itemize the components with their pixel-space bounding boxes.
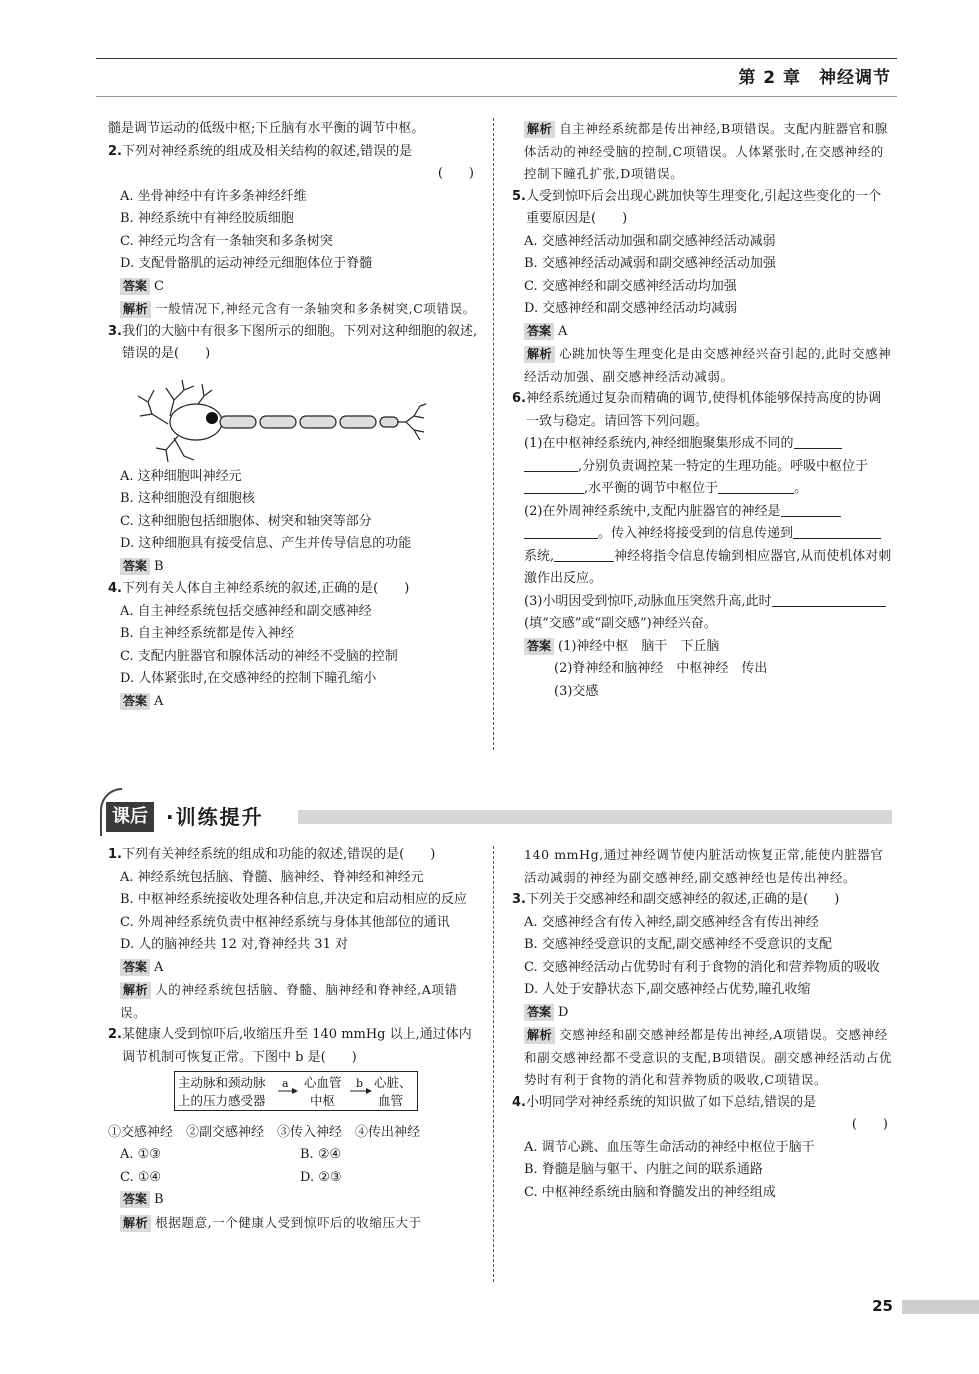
section-header (96, 788, 892, 836)
flow-label-a: a (282, 1077, 289, 1090)
analysis-row: 解析 人的神经系统包括脑、脊髓、脑神经和脊神经,A项错误。 (120, 982, 458, 1020)
question-3: 3.我们的大脑中有很多下图所示的细胞。下列对这种细胞的叙述,错误的是( ) (108, 323, 478, 361)
options-row (108, 1167, 480, 1190)
answer-row: 答案 B (108, 556, 480, 579)
answer-paren: ( ) (851, 1117, 888, 1132)
answer-blank[interactable] (853, 524, 881, 539)
answer-line: (3)交感 (554, 683, 599, 699)
option-c: C. 神经元均含有一条轴突和多条树突 (120, 233, 333, 249)
neuron-diagram (108, 366, 480, 466)
answer-row: 答案 B (108, 1189, 480, 1212)
section-title: ·训练提升 (166, 805, 264, 829)
column-divider (493, 846, 494, 1282)
flow-box1-line2: 上的压力感受器 (178, 1093, 266, 1108)
sub-question-2: (2)在外周神经系统中,支配内脏器官的神经是。传入神经将接受到的信息传递到系统, 神经将指令信息传输到相应器官,从而使机体对刺激作出反应。 (524, 503, 892, 586)
option-d: D. 人体紧张时,在交感神经的控制下瞳孔缩小 (120, 671, 377, 686)
option-a: A. ①③ (120, 1147, 161, 1162)
answer-row: 答案 A (512, 321, 894, 344)
answer-blank[interactable] (781, 502, 841, 517)
question-1: 1.下列有关神经系统的组成和功能的叙述,错误的是( ) (108, 847, 436, 862)
option-d: D. 交感神经和副交感神经活动均减弱 (524, 301, 738, 316)
option-a: A. 坐骨神经中有许多条神经纤维 (120, 188, 307, 204)
analysis-row: 解析 一般情况下,神经元含有一条轴突和多条树突,C项错误。 (108, 298, 480, 321)
question-2: 2.某健康人受到惊吓后,收缩压升至 140 mmHg 以上,通过体内调节机制可恢复正常。下图中 b 是( ) (108, 1027, 472, 1065)
option-d: D. 这种细胞具有接受信息、产生并传导信息的功能 (120, 536, 412, 551)
page-number: 25 (872, 1297, 893, 1315)
right-bottom-column (512, 844, 894, 1204)
question-4: 4.小明同学对神经系统的知识做了如下总结,错误的是 (512, 1094, 817, 1110)
answer-line: (2)脊神经和脑神经 中枢神经 传出 (554, 661, 768, 676)
flow-box2-line2: 中枢 (310, 1093, 336, 1108)
option-b: B. ②④ (300, 1147, 342, 1162)
option-c: C. 中枢神经系统由脑和脊髓发出的神经组成 (524, 1184, 776, 1200)
flow-label-b: b (356, 1077, 364, 1090)
option-c: C. ①④ (120, 1169, 162, 1185)
answer-blank[interactable] (524, 479, 584, 494)
question-4: 4.下列有关人体自主神经系统的叙述,正确的是( ) (108, 581, 410, 596)
answer-row: 答案 C (108, 276, 480, 299)
answer-row: 答案 D (512, 1002, 894, 1025)
option-c: C. 支配内脏器官和腺体活动的神经不受脑的控制 (120, 648, 398, 664)
flow-box3-line1: 心脏、 (374, 1075, 412, 1090)
analysis-row: 解析 心跳加快等生理变化是由交感神经兴奋引起的,此时交感神经活动加强、副交感神经活动减弱。 (524, 346, 892, 384)
header-underline (96, 96, 897, 97)
option-b: B. 脊髓是脑与躯干、内脏之间的联系通路 (524, 1162, 763, 1177)
answer-row: 答案 (1)神经中枢 脑干 下丘脑 (512, 636, 894, 659)
option-a: A. 调节心跳、血压等生命活动的神经中枢位于脑干 (524, 1139, 815, 1155)
option-b: B. 神经系统中有神经胶质细胞 (120, 211, 294, 226)
flow-box2-line1: 心血管 (304, 1075, 342, 1090)
reflex-flow-diagram (174, 1071, 418, 1111)
answer-blank[interactable] (772, 592, 846, 607)
section-bar (298, 810, 892, 824)
answer-paren: ( ) (437, 166, 474, 181)
option-b: B. 交感神经受意识的支配,副交感神经不受意识的支配 (524, 937, 832, 952)
option-a: A. 交感神经含有传入神经,副交感神经含有传出神经 (524, 914, 819, 930)
option-d: D. 人的脑神经共 12 对,脊神经共 31 对 (120, 937, 348, 952)
option-b: B. 自主神经系统都是传入神经 (120, 626, 294, 641)
analysis-row: 解析 交感神经和副交感神经都是传出神经,A项错误。交感神经和副交感神经都不受意识的支配,B项错误。副交感神经活动占优势时有利于食物的消化和营养物质的吸收,C项错误。 (524, 1027, 893, 1087)
answer-blank[interactable] (793, 524, 853, 539)
option-c: C. 外周神经系统负责中枢神经系统与身体其他部位的通讯 (120, 914, 450, 930)
answer-blank[interactable] (554, 547, 614, 562)
flow-box1-line1: 主动脉和颈动脉 (178, 1075, 266, 1090)
answer-blank[interactable] (718, 479, 794, 494)
question-5: 5.人受到惊吓后会出现心跳加快等生理变化,引起这些变化的一个重要原因是( ) (512, 188, 882, 226)
option-a: A. 这种细胞叫神经元 (120, 468, 242, 484)
page-number-bar (902, 1300, 979, 1314)
choice-list: ①交感神经 ②副交感神经 ③传入神经 ④传出神经 (108, 1124, 421, 1140)
option-b: B. 交感神经活动减弱和副交感神经活动加强 (524, 256, 776, 271)
option-b: B. 这种细胞没有细胞核 (120, 491, 255, 506)
answer-blank[interactable] (524, 457, 578, 472)
answer-blank[interactable] (524, 524, 598, 539)
analysis-row: 解析 根据题意,一个健康人受到惊吓后的收缩压大于 (108, 1212, 480, 1235)
answer-blank[interactable] (794, 434, 842, 449)
question-2: 2.下列对神经系统的组成及相关结构的叙述,错误的是 (108, 143, 413, 159)
question-6: 6.神经系统通过复杂而精确的调节,使得机体能够保持高度的协调一致与稳定。请回答下列问题。 (512, 391, 882, 429)
sub-question-3: (3)小明因受到惊吓,动脉血压突然升高,此时(填“交感”或“副交感”)神经兴奋。 (512, 591, 894, 636)
option-a: A. 交感神经活动加强和副交感神经活动减弱 (524, 233, 776, 249)
option-a: A. 神经系统包括脑、脊髓、脑神经、脊神经和神经元 (120, 869, 424, 885)
column-divider (493, 118, 494, 750)
option-c: C. 交感神经活动占优势时有利于食物的消化和营养物质的吸收 (524, 959, 880, 975)
section-box: 课后 (106, 802, 154, 832)
option-d: D. ②③ (300, 1169, 342, 1185)
option-d: D. 支配骨骼肌的运动神经元细胞体位于脊髓 (120, 256, 373, 271)
option-c: C. 交感神经和副交感神经活动均加强 (524, 278, 737, 294)
answer-row: 答案 A (108, 957, 480, 980)
analysis-row: 解析 自主神经系统都是传出神经,B项错误。支配内脏器官和腺体活动的神经受脑的控制,C项错误。人体紧张时,在交感神经的控制下瞳孔扩张,D项错误。 (524, 121, 888, 181)
right-top-column (512, 118, 894, 703)
options-row (108, 1144, 480, 1167)
answer-blank[interactable] (846, 592, 886, 607)
option-a: A. 自主神经系统包括交感神经和副交感神经 (120, 603, 372, 619)
analysis-continued: 140 mmHg,通过神经调节使内脏活动恢复正常,能使内脏器官活动减弱的神经为副交感神经,副交感神经也是传出神经。 (524, 847, 884, 885)
flow-box3-line2: 血管 (378, 1093, 404, 1108)
continued-text: 髓是调节运动的低级中枢;下丘脑有水平衡的调节中枢。 (108, 121, 425, 136)
answer-row: 答案 A (108, 691, 480, 714)
option-c: C. 这种细胞包括细胞体、树突和轴突等部分 (120, 513, 372, 529)
option-d: D. 人处于安静状态下,副交感神经占优势,瞳孔收缩 (524, 982, 811, 997)
question-3: 3.下列关于交感神经和副交感神经的叙述,正确的是( ) (512, 892, 840, 907)
chapter-title: 第 2 章 神经调节 (738, 68, 891, 88)
sub-question-1: (1)在中枢神经系统内,神经细胞聚集形成不同的,分别负责调控某一特定的生理功能。呼吸中枢位于,水平衡的调节中枢位于 。 (524, 436, 869, 496)
left-top-column (108, 118, 480, 713)
option-b: B. 中枢神经系统接收处理各种信息,并决定和启动相应的反应 (120, 892, 467, 907)
header-rule (96, 58, 897, 59)
left-bottom-column (108, 844, 480, 1234)
